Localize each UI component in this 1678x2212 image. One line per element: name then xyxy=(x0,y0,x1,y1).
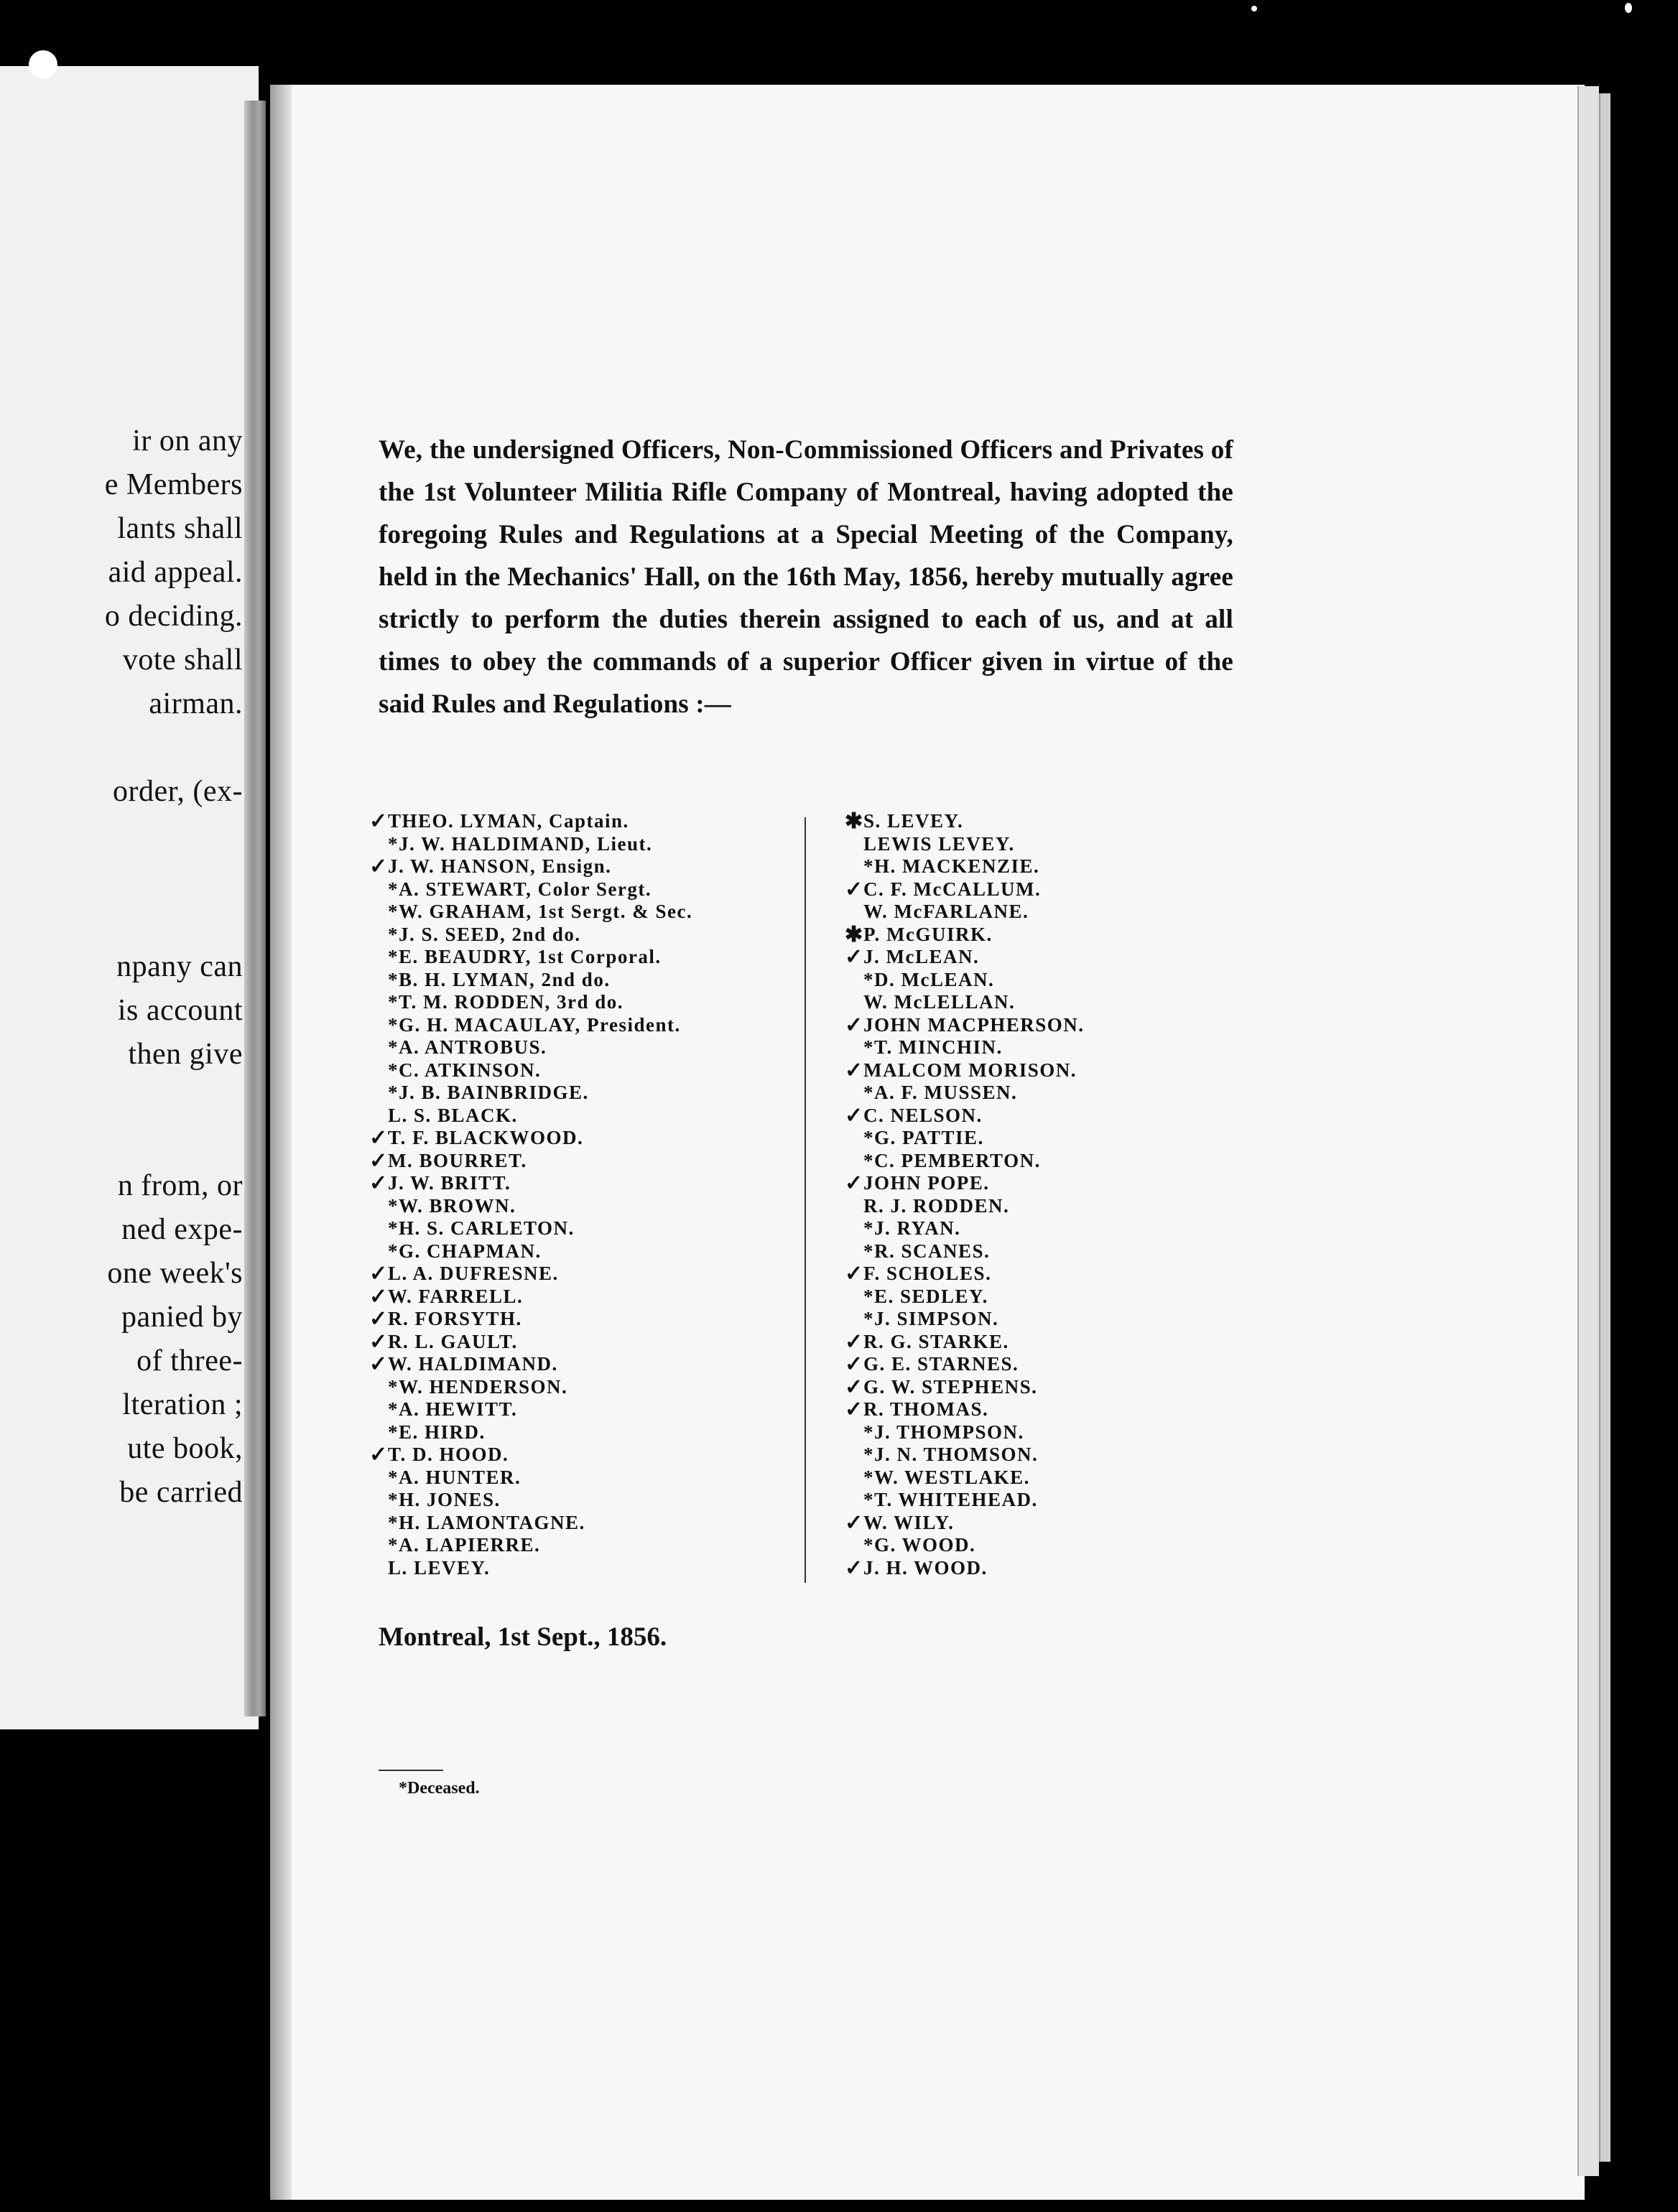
left-page-line: one week's xyxy=(107,1257,243,1290)
left-page-line: ute book, xyxy=(127,1432,243,1465)
signatory-name: *J. SIMPSON. xyxy=(863,1308,999,1329)
handwritten-check-mark: ✓ xyxy=(845,1013,864,1037)
signatories-right-column xyxy=(845,809,1085,1580)
handwritten-check-mark: ✓ xyxy=(845,1103,864,1128)
place-date-line: Montreal, 1st Sept., 1856. xyxy=(379,1622,667,1652)
signatory-entry xyxy=(863,1421,1085,1444)
signatory-name: *T. WHITEHEAD. xyxy=(863,1489,1038,1510)
signatory-name: *E. SEDLEY. xyxy=(863,1285,988,1307)
signatory-entry xyxy=(388,1059,692,1082)
signatory-entry xyxy=(369,855,692,878)
signatory-entry xyxy=(388,878,692,901)
signatory-entry xyxy=(863,855,1085,878)
signatory-name: C. F. McCALLUM. xyxy=(863,878,1042,900)
signatory-name: *A. HUNTER. xyxy=(388,1466,522,1488)
handwritten-check-mark: ✓ xyxy=(369,855,389,878)
signatory-entry xyxy=(369,809,692,833)
signatory-entry xyxy=(388,946,692,969)
signatory-entry xyxy=(845,1103,1085,1128)
signatory-name: R. THOMAS. xyxy=(863,1398,989,1420)
signatory-name: *E. BEAUDRY, 1st Corporal. xyxy=(388,946,662,967)
signatory-entry xyxy=(388,1421,692,1444)
signatory-entry xyxy=(863,1489,1085,1512)
signatory-entry xyxy=(369,1352,692,1376)
signatory-entry xyxy=(863,1240,1085,1263)
handwritten-check-mark: ✓ xyxy=(369,1148,389,1173)
signatory-entry xyxy=(388,1557,692,1580)
signatory-name: JOHN POPE. xyxy=(863,1172,990,1194)
signatory-entry xyxy=(388,1398,692,1421)
signatory-entry xyxy=(863,1082,1085,1105)
signatory-entry xyxy=(863,969,1085,992)
handwritten-check-mark: ✓ xyxy=(845,877,864,901)
handwritten-check-mark: ✓ xyxy=(369,1443,389,1467)
signatory-name: *C. PEMBERTON. xyxy=(863,1149,1041,1171)
signatory-name: *A. ANTROBUS. xyxy=(388,1036,547,1058)
signatory-name: *W. GRAHAM, 1st Sergt. & Sec. xyxy=(388,901,693,922)
signatory-entry xyxy=(845,809,1085,833)
signatory-name: P. McGUIRK. xyxy=(863,923,993,945)
signatory-entry xyxy=(845,922,1085,947)
left-page-line: ir on any xyxy=(132,424,243,457)
signatory-entry xyxy=(863,1195,1085,1218)
signatory-name: *A. F. MUSSEN. xyxy=(863,1082,1018,1103)
signatory-name: *W. HENDERSON. xyxy=(388,1375,568,1398)
signatory-entry xyxy=(388,1512,692,1535)
signatory-name: G. E. STARNES. xyxy=(863,1353,1019,1375)
signatory-name: *B. H. LYMAN, 2nd do. xyxy=(388,968,611,990)
left-page-line: order, (ex- xyxy=(112,775,243,808)
left-page-line: then give xyxy=(128,1038,243,1071)
signatory-name: *J. THOMPSON. xyxy=(863,1421,1024,1443)
declaration-paragraph: We, the undersigned Officers, Non-Commissioned Officers and Privates of the 1st Volunteer Militia Rifle Company of Montreal, having adopted the foregoing Rules and Regulations at a Special Meeting of the Company, held in the Mechanics' Hall, on the 16th May, 1856, hereby mutually agree strictly to perform the duties therein assigned to each of us, and at all times to obey the commands of a superior Officer given in virtue of the said Rules and Regulations :— xyxy=(379,435,1233,719)
signatory-entry xyxy=(388,1489,692,1512)
scan-speck xyxy=(1625,3,1632,13)
signatory-entry xyxy=(388,1036,692,1059)
signatory-entry xyxy=(388,991,692,1014)
signatory-entry xyxy=(845,877,1085,901)
handwritten-check-mark: ✓ xyxy=(845,1375,864,1399)
signatory-name: W. WILY. xyxy=(863,1511,955,1533)
signatory-name: J. W. HANSON, Ensign. xyxy=(388,855,612,877)
signatory-name: W. McFARLANE. xyxy=(863,901,1029,922)
left-page-line: e Members xyxy=(104,468,243,501)
column-divider xyxy=(805,817,806,1583)
left-page-line: is account xyxy=(117,994,243,1027)
signatory-entry xyxy=(845,1262,1085,1286)
signatory-entry xyxy=(863,1150,1085,1173)
handwritten-check-mark: ✓ xyxy=(845,1329,864,1354)
signatory-name: R. J. RODDEN. xyxy=(863,1194,1010,1217)
signatory-entry xyxy=(863,901,1085,924)
signatory-name: J. W. BRITT. xyxy=(388,1172,511,1194)
handwritten-check-mark: ✓ xyxy=(369,809,389,833)
signatory-entry xyxy=(845,1556,1085,1580)
signatory-entry xyxy=(369,1262,692,1286)
signatory-entry xyxy=(369,1148,692,1173)
handwritten-check-mark: ✓ xyxy=(845,1171,864,1195)
left-page-line: panied by xyxy=(121,1301,243,1334)
handwritten-check-mark: ✓ xyxy=(845,1262,864,1286)
signatory-entry xyxy=(388,1240,692,1263)
signatory-entry xyxy=(388,1217,692,1240)
signatory-entry xyxy=(863,1286,1085,1309)
signatory-name: *D. McLEAN. xyxy=(863,968,995,990)
signatory-entry xyxy=(845,1171,1085,1195)
signatory-name: *A. LAPIERRE. xyxy=(388,1534,541,1556)
left-page-line: o deciding. xyxy=(104,600,243,633)
signatory-name: *J. N. THOMSON. xyxy=(863,1444,1039,1465)
handwritten-check-mark: ✓ xyxy=(845,1398,864,1421)
signatory-entry xyxy=(388,1467,692,1490)
signatory-name: R. G. STARKE. xyxy=(863,1330,1009,1352)
handwritten-check-mark: ✱ xyxy=(845,922,864,947)
signatory-entry xyxy=(369,1443,692,1467)
handwritten-check-mark: ✓ xyxy=(845,1556,864,1580)
handwritten-check-mark: ✓ xyxy=(845,1058,864,1082)
scan-speck xyxy=(1251,6,1257,11)
signatory-name: *G. PATTIE. xyxy=(863,1127,984,1148)
signatory-name: *A. HEWITT. xyxy=(388,1398,518,1420)
signatory-entry xyxy=(369,1329,692,1354)
signatory-name: *H. MACKENZIE. xyxy=(863,855,1040,877)
signatory-name: *R. SCANES. xyxy=(863,1240,991,1262)
handwritten-check-mark: ✓ xyxy=(845,1510,864,1535)
signatory-name: *J. B. BAINBRIDGE. xyxy=(388,1082,589,1103)
signatory-name: JOHN MACPHERSON. xyxy=(863,1013,1085,1036)
signatory-name: *H. S. CARLETON. xyxy=(388,1217,575,1239)
signatory-entry xyxy=(369,1126,692,1150)
signatory-entry xyxy=(863,1308,1085,1331)
signatory-entry xyxy=(388,1105,692,1128)
signatory-name: *A. STEWART, Color Sergt. xyxy=(388,878,652,900)
handwritten-check-mark: ✓ xyxy=(369,1126,389,1150)
signatory-name: THEO. LYMAN, Captain. xyxy=(388,810,629,832)
signatory-name: T. D. HOOD. xyxy=(388,1444,509,1465)
signatory-entry xyxy=(845,1398,1085,1421)
handwritten-check-mark: ✓ xyxy=(369,1171,389,1195)
signatory-entry xyxy=(845,1510,1085,1535)
signatory-entry xyxy=(845,1329,1085,1354)
signatory-entry xyxy=(863,1036,1085,1059)
signatory-entry xyxy=(369,1284,692,1309)
left-page-line: lteration ; xyxy=(122,1388,243,1421)
handwritten-check-mark: ✱ xyxy=(845,809,864,833)
page-edge xyxy=(1577,86,1599,2176)
signatory-entry xyxy=(388,1534,692,1557)
left-page-line: n from, or xyxy=(117,1169,243,1202)
handwritten-check-mark: ✓ xyxy=(369,1307,389,1331)
signatory-name: R. L. GAULT. xyxy=(388,1330,518,1352)
signatory-entry xyxy=(388,1014,692,1037)
signatory-entry xyxy=(863,1217,1085,1240)
signatory-entry xyxy=(845,1013,1085,1037)
signatory-name: *C. ATKINSON. xyxy=(388,1059,542,1081)
signatories-left-column xyxy=(369,809,693,1579)
handwritten-check-mark: ✓ xyxy=(369,1262,389,1286)
signatory-name: *W. WESTLAKE. xyxy=(863,1466,1030,1488)
signatory-entry xyxy=(863,1127,1085,1150)
signatory-entry xyxy=(388,1195,692,1218)
handwritten-check-mark: ✓ xyxy=(369,1329,389,1354)
signatory-name: *G. H. MACAULAY, President. xyxy=(388,1013,681,1036)
signatory-entry xyxy=(388,969,692,992)
signatory-name: F. SCHOLES. xyxy=(863,1263,992,1284)
scan-blemish xyxy=(29,50,57,79)
signatory-name: *W. BROWN. xyxy=(388,1194,516,1217)
signatory-entry xyxy=(863,833,1085,856)
signatory-name: C. NELSON. xyxy=(863,1104,983,1126)
signatory-entry xyxy=(845,945,1085,969)
left-page-line: vote shall xyxy=(122,643,243,677)
signatory-entry xyxy=(388,833,692,856)
footnote: *Deceased. xyxy=(399,1779,480,1798)
left-page-line: npany can xyxy=(116,950,243,983)
left-page-line: be carried xyxy=(119,1476,243,1509)
signatory-entry xyxy=(388,924,692,947)
signatory-entry xyxy=(388,901,692,924)
signatory-name: L. S. BLACK. xyxy=(388,1104,518,1126)
signatory-name: MALCOM MORISON. xyxy=(863,1059,1077,1081)
page-edge-outer xyxy=(1599,93,1610,2162)
signatory-entry xyxy=(369,1171,692,1195)
left-page-line: aid appeal. xyxy=(108,556,243,589)
signatory-name: *E. HIRD. xyxy=(388,1421,486,1443)
signatory-name: *J. W. HALDIMAND, Lieut. xyxy=(388,832,653,855)
page-gutter-shadow xyxy=(270,85,292,2200)
signatory-name: *H. LAMONTAGNE. xyxy=(388,1511,585,1533)
handwritten-check-mark: ✓ xyxy=(845,1352,864,1376)
left-page-line: lants shall xyxy=(117,512,243,545)
signatory-entry xyxy=(845,1058,1085,1082)
signatory-entry xyxy=(845,1352,1085,1376)
signatory-entry xyxy=(388,1376,692,1399)
signatory-name: T. F. BLACKWOOD. xyxy=(388,1127,584,1148)
handwritten-check-mark: ✓ xyxy=(845,945,864,969)
signatory-name: W. FARRELL. xyxy=(388,1285,524,1307)
handwritten-check-mark: ✓ xyxy=(369,1352,389,1376)
signatory-name: J. H. WOOD. xyxy=(863,1556,988,1579)
signatory-name: *T. M. RODDEN, 3rd do. xyxy=(388,991,624,1013)
signatory-name: L. LEVEY. xyxy=(388,1556,491,1579)
left-page-line: of three- xyxy=(136,1344,243,1377)
signatory-name: S. LEVEY. xyxy=(863,810,964,832)
signatory-name: *G. WOOD. xyxy=(863,1534,976,1556)
signatory-name: L. A. DUFRESNE. xyxy=(388,1263,559,1284)
signatory-name: *J. RYAN. xyxy=(863,1217,961,1239)
signatory-entry xyxy=(388,1082,692,1105)
signatory-name: *H. JONES. xyxy=(388,1489,501,1510)
book-spine xyxy=(244,101,266,1716)
signatory-name: J. McLEAN. xyxy=(863,946,980,967)
left-page-line: airman. xyxy=(149,687,243,720)
signatory-name: M. BOURRET. xyxy=(388,1149,527,1171)
left-page-line: ned expe- xyxy=(121,1213,243,1246)
signatory-name: W. HALDIMAND. xyxy=(388,1353,558,1375)
signatory-entry xyxy=(863,1467,1085,1490)
signatory-name: *T. MINCHIN. xyxy=(863,1036,1003,1058)
signatory-name: *J. S. SEED, 2nd do. xyxy=(388,923,581,945)
signatory-entry xyxy=(863,1534,1085,1557)
signatory-entry xyxy=(863,991,1085,1014)
handwritten-check-mark: ✓ xyxy=(369,1284,389,1309)
signatory-name: *G. CHAPMAN. xyxy=(388,1240,542,1262)
signatory-name: LEWIS LEVEY. xyxy=(863,832,1015,855)
signatory-entry xyxy=(845,1375,1085,1399)
signatory-entry xyxy=(369,1307,692,1331)
signatory-name: G. W. STEPHENS. xyxy=(863,1375,1038,1398)
footnote-rule xyxy=(379,1770,443,1771)
signatory-entry xyxy=(863,1444,1085,1467)
signatory-name: R. FORSYTH. xyxy=(388,1308,522,1329)
signatory-name: W. McLELLAN. xyxy=(863,991,1016,1013)
